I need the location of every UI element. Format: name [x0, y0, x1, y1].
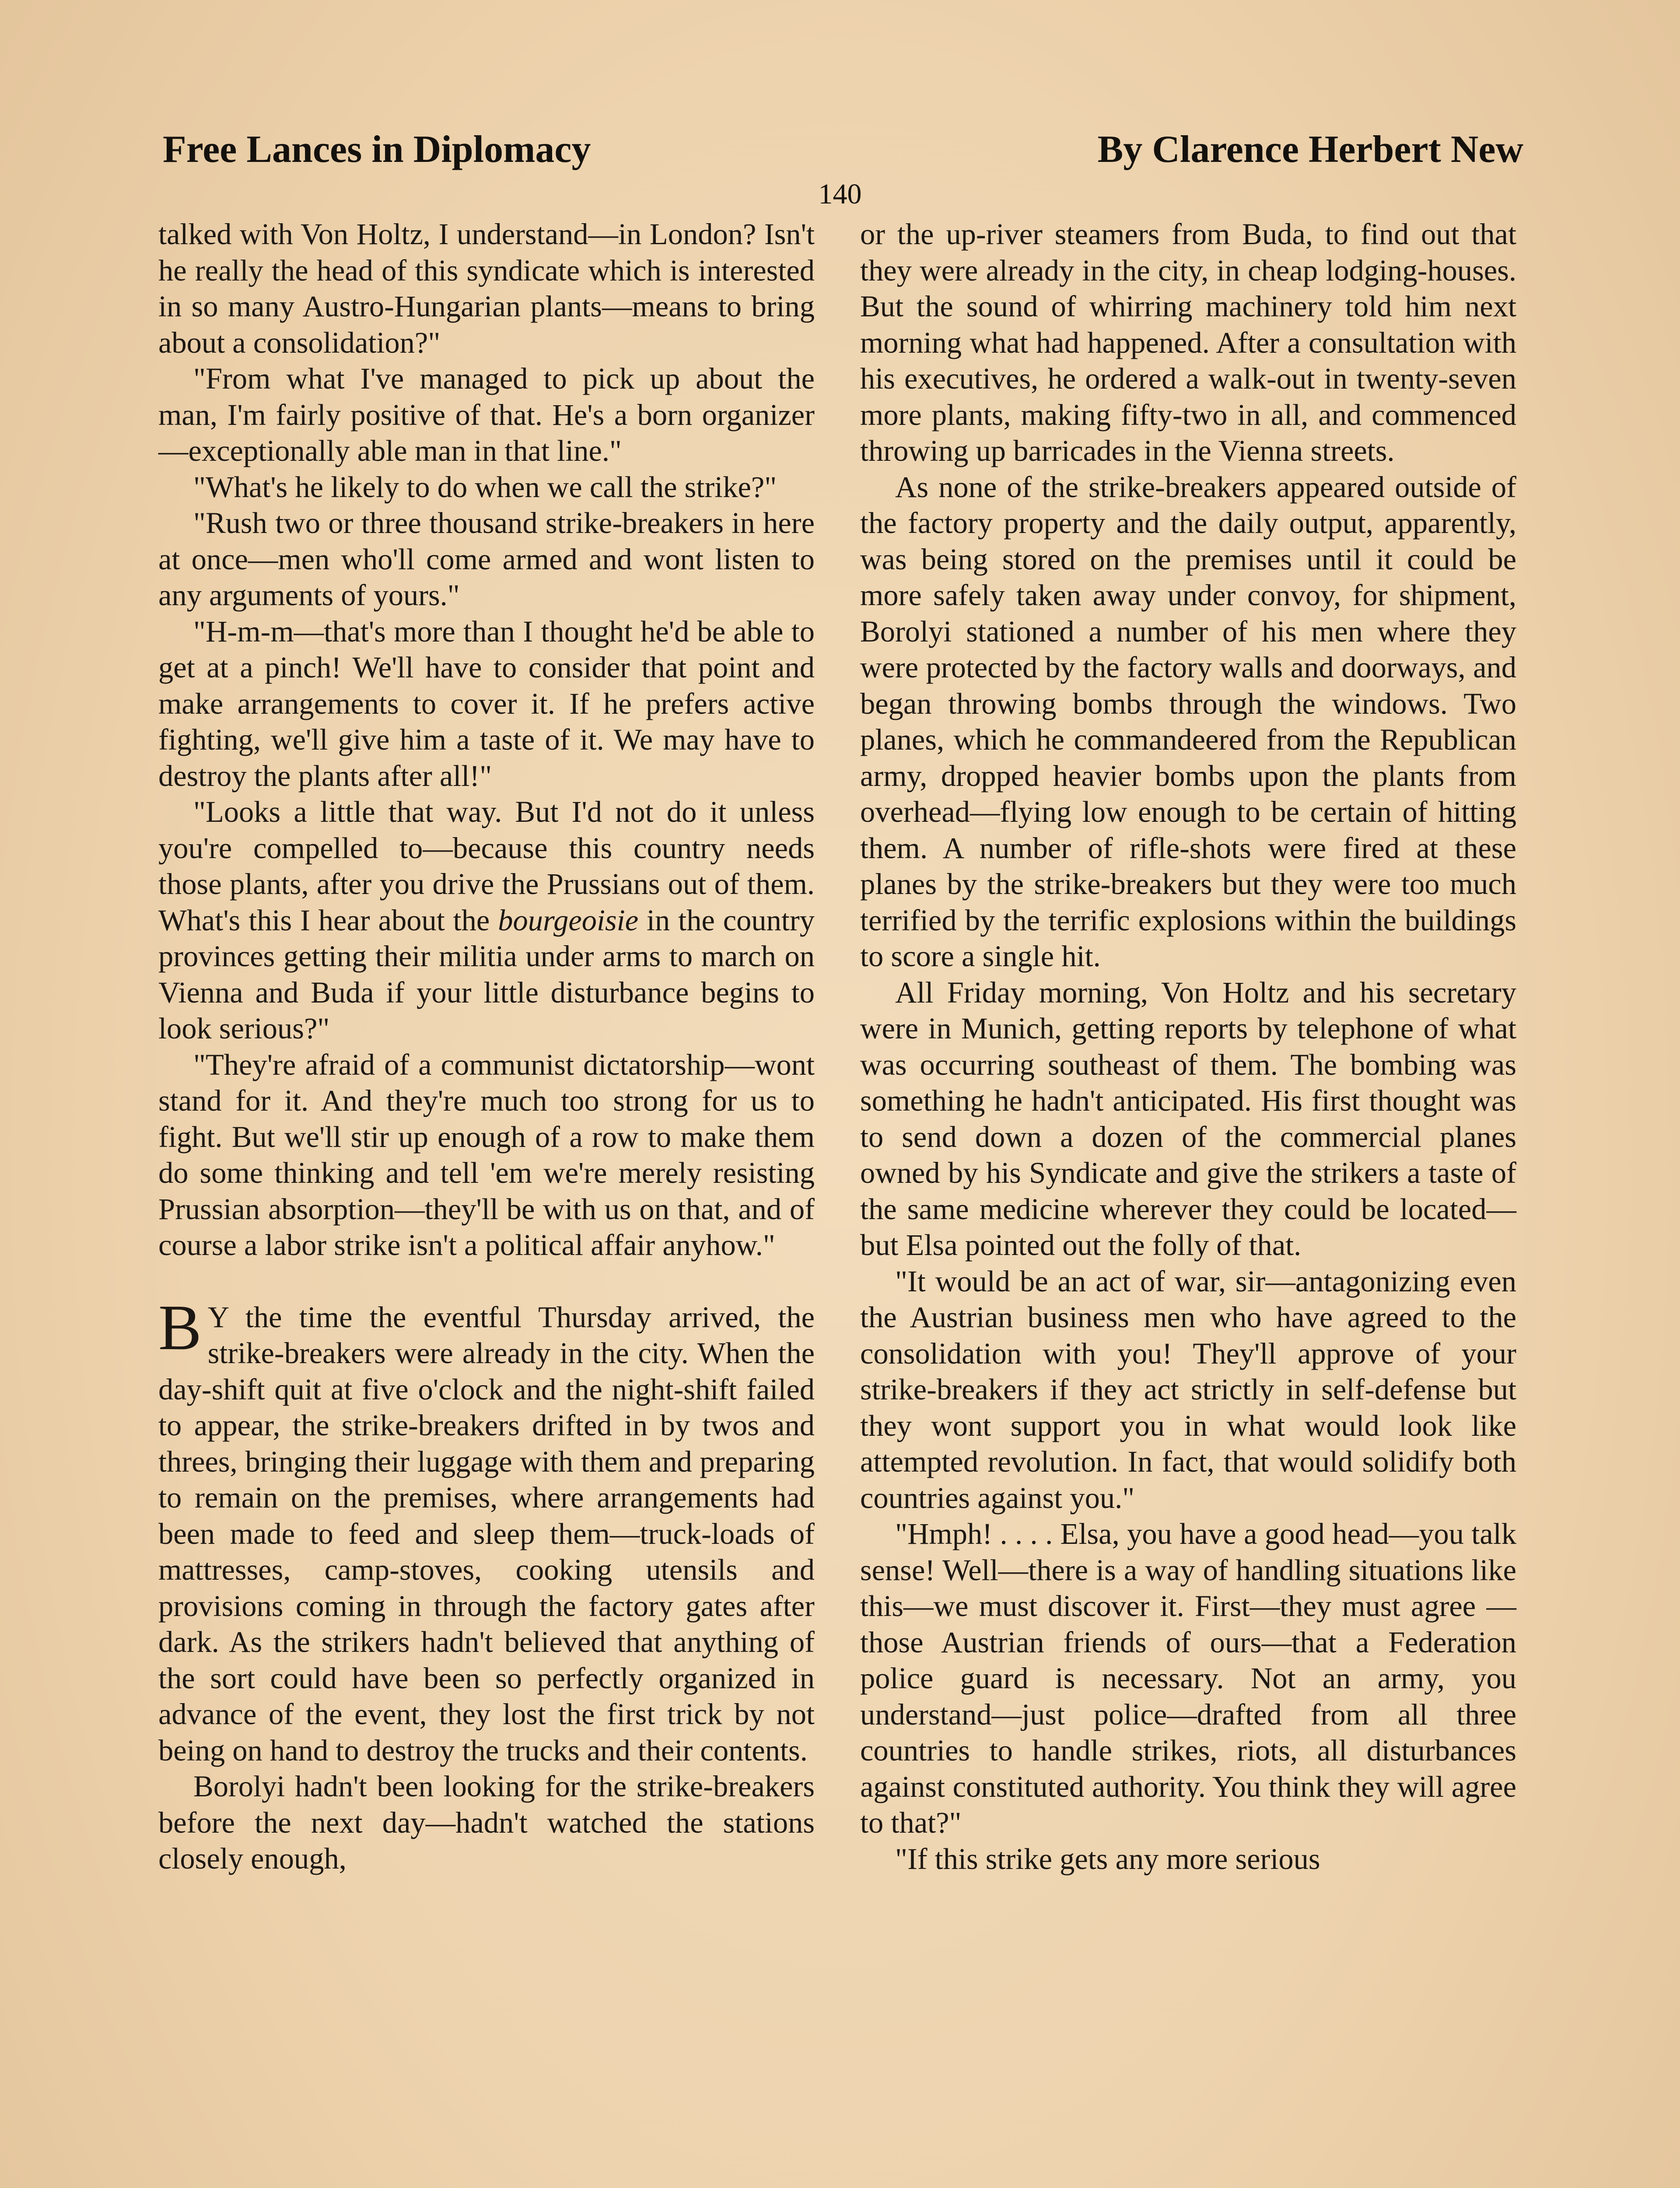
paragraph-text: "Looks a little that way. But I'd not do it unless you're compelled to—because this country needs those plants, after you drive the Prussians out of them. What's this I hear about the: [158, 795, 815, 937]
paragraph: "From what I've managed to pick up about the man, I'm fairly positive of that. He's a born organizer—exceptionally able man in that line.": [158, 362, 815, 467]
paragraph: talked with Von Holtz, I understand—in London? Isn't he really the head of this syndicate which is interested in so many Austro-Hungarian plants—means to bring about a consolidation?": [158, 217, 815, 359]
italic-word: bourgeoisie: [498, 903, 639, 937]
paragraph: "Rush two or three thousand strike-breakers in here at once—men who'll come armed and wont listen to any arguments of yours.": [158, 506, 815, 612]
paragraph: "Hmph! . . . . Elsa, you have a good head—you talk sense! Well—there is a way of handling situations like this—we must discover it. First—they must agree —those Austrian friends of ours—that a Federation police guard is necessary. Not an army, you understand—just police—drafted from all three countries to handle strikes, riots, all disturbances against constituted authority. You think they will agree to that?": [860, 1517, 1516, 1839]
page-number: 140: [818, 178, 862, 210]
paragraph-text: in the country provinces getting their militia under arms to march on Vienna and Buda if your little disturbance begins to look serious?": [158, 903, 815, 1045]
paragraph-text: Y the time the eventful Thursday arrived, the strike-breakers were already in the city. When the day-shift quit at five o'clock and the night-shift failed to appear, the strike-breakers drifted in by twos and threes, bringing their luggage with them and preparing to remain on the premises, where arrangements had been made to feed and sleep them—truck-loads of mattresses, camp-stoves, cooking utensils and provisions coming in through the factory gates after dark. As the strikers hadn't believed that anything of the sort could have been so perfectly organized in advance of the event, they lost the first trick by not being on hand to destroy the trucks and their contents.: [158, 1300, 815, 1767]
paragraph-with-italic: [158, 794, 815, 1047]
paragraph: "H-m-m—that's more than I thought he'd be able to get at a pinch! We'll have to consider that point and make arrangements to cover it. If he prefers active fighting, we'll give him a taste of it. We may have to destroy the plants after all!": [158, 614, 815, 792]
story-title: Free Lances in Diplomacy: [163, 128, 591, 171]
paragraph: "What's he likely to do when we call the strike?": [193, 470, 777, 504]
paragraph: Borolyi hadn't been looking for the strike-breakers before the next day—hadn't watched the stations closely enough,: [158, 1770, 815, 1875]
right-column: [860, 216, 1516, 1877]
paragraph: "It would be an act of war, sir—antagonizing even the Austrian business men who have agreed to the consolidation with you! They'll approve of your strike-breakers if they act strictly in self-defense but they wont support you in what would look like attempted revolution. In fact, that would solidify both countries against you.": [860, 1264, 1516, 1515]
paragraph: or the up-river steamers from Buda, to find out that they were already in the city, in cheap lodging-houses. But the sound of whirring machinery told him next morning what had happened. After a consultation with his executives, he ordered a walk-out in twenty-seven more plants, making fifty-two in all, and commenced throwing up barricades in the Vienna streets.: [860, 217, 1516, 467]
paragraph: "They're afraid of a communist dictatorship—wont stand for it. And they're much too strong for us to fight. But we'll stir up enough of a row to make them do some thinking and tell 'em we're merely resisting Prussian absorption—they'll be with us on that, and of course a labor strike isn't a political affair anyhow.": [158, 1048, 815, 1262]
paragraph: As none of the strike-breakers appeared outside of the factory property and the daily output, apparently, was being stored on the premises until it could be more safely taken away under convoy, for shipment, Borolyi stationed a number of his men where they were protected by the factory walls and doorways, and began throwing bombs through the windows. Two planes, which he commandeered from the Republican army, dropped heavier bombs upon the plants from overhead—flying low enough to be certain of hitting them. A number of rifle-shots were fired at these planes by the strike-breakers but they were too much terrified by the terrific explosions within the buildings to score a single hit.: [860, 470, 1516, 973]
paragraph: All Friday morning, Von Holtz and his secretary were in Munich, getting reports by telephone of what was occurring southeast of them. The bombing was something he hadn't anticipated. His first thought was to send down a dozen of the commercial planes owned by his Syndicate and give the strikers a taste of the same medicine wherever they could be located—but Elsa pointed out the folly of that.: [860, 975, 1516, 1262]
left-column: [158, 216, 815, 1877]
section-opening-paragraph: [158, 1291, 815, 1769]
drop-cap: B: [158, 1291, 202, 1364]
story-author: By Clarence Herbert New: [1097, 128, 1523, 171]
paragraph: "If this strike gets any more serious: [895, 1842, 1320, 1876]
